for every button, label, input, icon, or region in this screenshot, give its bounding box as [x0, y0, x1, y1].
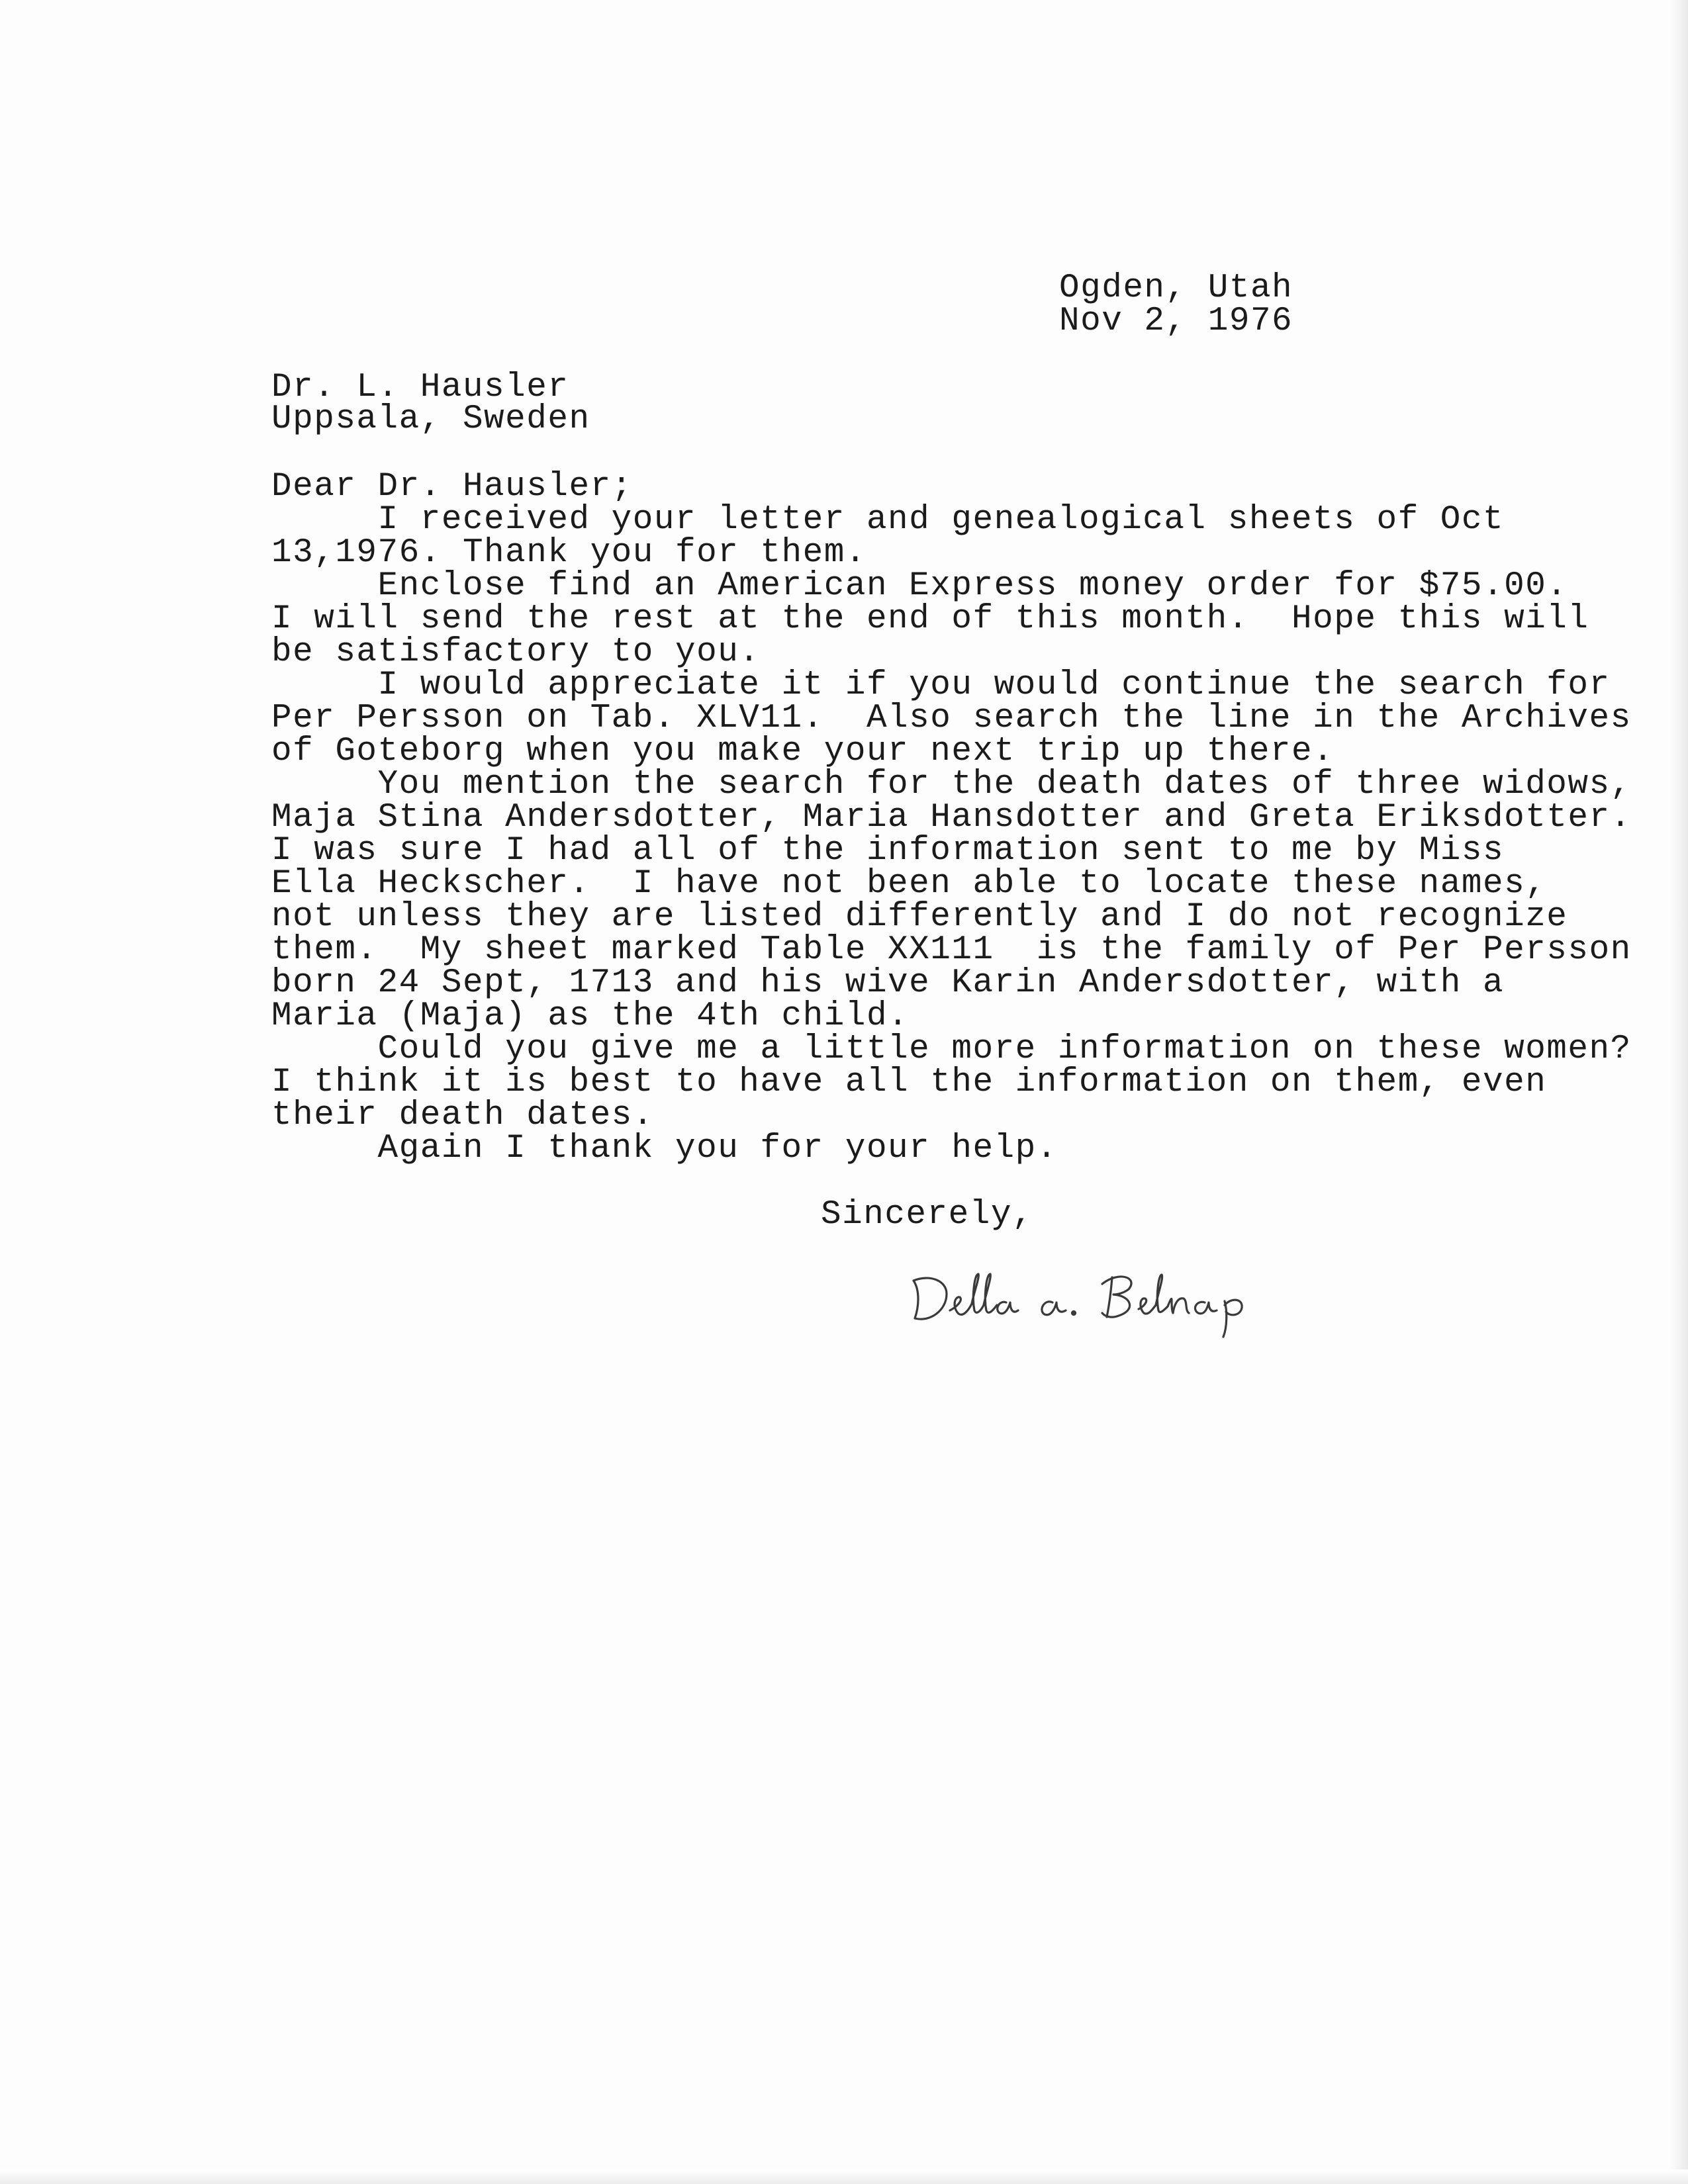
body-line: them. My sheet marked Table XX111 is the family of Per Persson — [271, 931, 1632, 969]
body-line: I think it is best to have all the information on them, even — [271, 1064, 1547, 1101]
handwritten-signature — [900, 1244, 1337, 1343]
body-line: their death dates. — [271, 1097, 654, 1134]
body-line: I received your letter and genealogical sheets of Oct — [271, 501, 1505, 539]
letter-date: Nov 2, 1976 — [1059, 302, 1293, 340]
body-line: Per Persson on Tab. XLV11. Also search the line in the Archives — [271, 700, 1632, 737]
closing: Sincerely, — [821, 1196, 1034, 1234]
body-line: I was sure I had all of the information sent to me by Miss — [271, 832, 1505, 870]
body-line: I would appreciate it if you would continue the search for — [271, 666, 1611, 704]
recipient-location: Uppsala, Sweden — [271, 400, 590, 438]
body-line: Enclose find an American Express money order for $75.00. — [271, 567, 1568, 605]
body-line: Maria (Maja) as the 4th child. — [271, 997, 910, 1035]
body-line: Again I thank you for your help. — [271, 1130, 1058, 1167]
body-line: Ella Heckscher. I have not been able to locate these names, — [271, 865, 1547, 903]
body-line: Maja Stina Andersdotter, Maria Hansdotter and Greta Eriksdotter. — [271, 799, 1632, 837]
page-edge-shadow — [1668, 0, 1688, 2184]
body-line: born 24 Sept, 1713 and his wive Karin Andersdotter, with a — [271, 964, 1505, 1002]
letter-place: Ogden, Utah — [1059, 269, 1293, 307]
body-line: not unless they are listed differently and I do not recognize — [271, 898, 1568, 936]
body-line: I will send the rest at the end of this month. Hope this will — [271, 600, 1589, 638]
body-line: 13,1976. Thank you for them. — [271, 534, 867, 572]
body-line: be satisfactory to you. — [271, 633, 761, 671]
body-line: You mention the search for the death dates of three widows, — [271, 766, 1632, 803]
body-line: of Goteborg when you make your next trip up there. — [271, 733, 1335, 770]
page-bottom-edge — [0, 2169, 1688, 2184]
recipient-name: Dr. L. Hausler — [271, 369, 569, 406]
salutation: Dear Dr. Hausler; — [271, 468, 633, 506]
body-line: Could you give me a little more information on these women? — [271, 1030, 1632, 1068]
